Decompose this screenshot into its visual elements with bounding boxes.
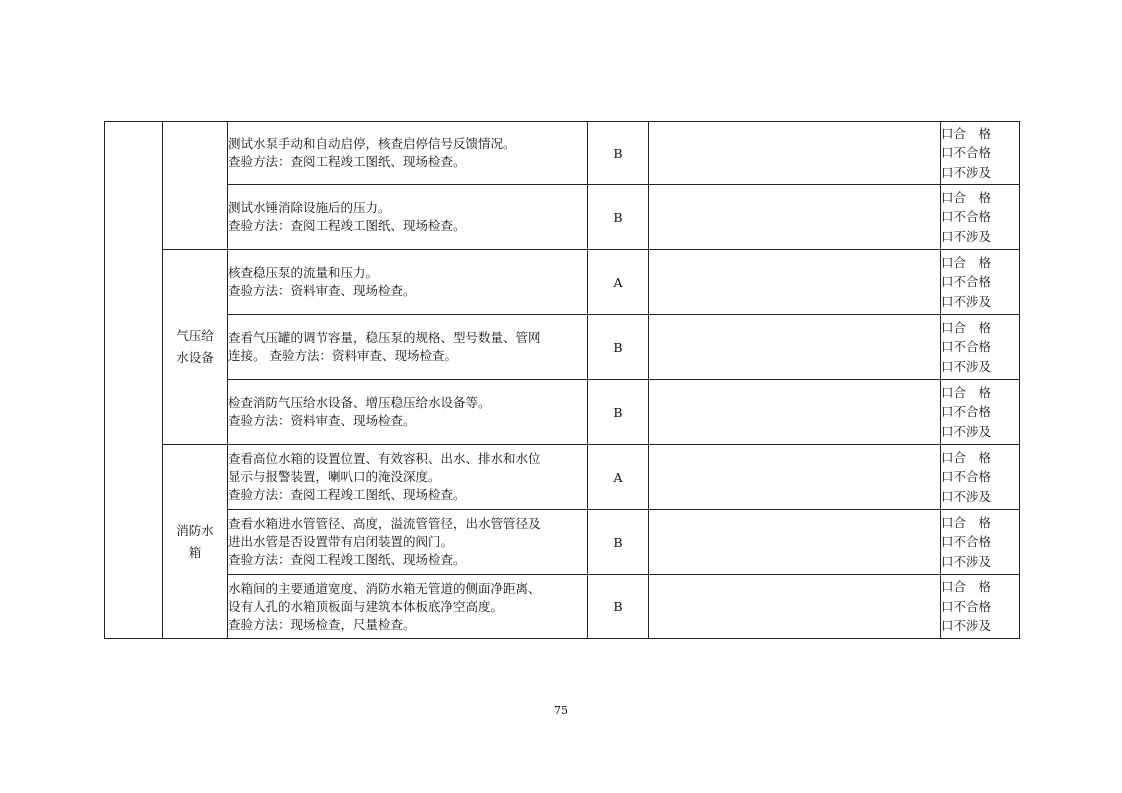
inspection-text-line: 检查消防气压给水设备、增压稳压给水设备等。 [228, 395, 491, 410]
importance-level: B [588, 122, 649, 185]
result-option[interactable]: 口不合格 [941, 209, 992, 225]
importance-level: B [588, 315, 649, 380]
result-option[interactable]: 口不合格 [941, 404, 992, 420]
result-cell [941, 445, 1020, 510]
inspection-text-line: 水箱间的主要通道宽度、消防水箱无管道的侧面净距离、 [228, 580, 541, 596]
result-option[interactable]: 口合 格 [941, 449, 992, 465]
findings-cell [649, 380, 941, 445]
category-cell [163, 250, 228, 445]
table-row [105, 510, 1020, 575]
findings-cell [649, 510, 941, 575]
inspection-item [228, 510, 588, 575]
inspection-table [104, 121, 1020, 639]
section-cell [105, 122, 163, 639]
result-cell [941, 185, 1020, 250]
importance-level: B [588, 510, 649, 575]
findings-cell [649, 445, 941, 510]
inspection-item [228, 445, 588, 510]
result-cell [941, 250, 1020, 315]
inspection-text-line: 进出水管是否设置带有启闭装置的阀门。 [228, 534, 454, 549]
inspection-table-body [105, 122, 1020, 639]
result-cell [941, 510, 1020, 575]
inspection-item [228, 380, 588, 445]
table-row [105, 575, 1020, 639]
inspection-text-line: 查验方法：查阅工程竣工图纸、现场检查。 [228, 487, 466, 502]
table-row [105, 315, 1020, 380]
inspection-text-line: 测试水锤消除设施后的压力。 [228, 200, 391, 215]
inspection-item [228, 122, 588, 185]
inspection-text-line: 连接。 查验方法：资料审查、现场检查。 [228, 348, 457, 363]
page-number: 75 [554, 704, 568, 717]
category-label: 消防水 [176, 522, 214, 538]
result-option[interactable]: 口不涉及 [941, 553, 992, 569]
inspection-item [228, 315, 588, 380]
inspection-item [228, 185, 588, 250]
result-option[interactable]: 口不涉及 [941, 228, 992, 244]
result-cell [941, 380, 1020, 445]
result-cell [941, 575, 1020, 639]
category-cell [163, 445, 228, 639]
findings-cell [649, 122, 941, 185]
inspection-text-line: 测试水泵手动和自动启停，核查启停信号反馈情况。 [228, 136, 516, 151]
inspection-item [228, 250, 588, 315]
result-option[interactable]: 口不涉及 [941, 164, 992, 180]
category-label: 水设备 [176, 350, 214, 365]
table-row [105, 250, 1020, 315]
result-cell [941, 122, 1020, 185]
findings-cell [649, 250, 941, 315]
result-option[interactable]: 口合 格 [941, 514, 992, 530]
inspection-text-line: 设有人孔的水箱顶板面与建筑本体板底净空高度。 [228, 598, 504, 614]
findings-cell [649, 575, 941, 639]
findings-cell [649, 315, 941, 380]
importance-level: B [588, 575, 649, 639]
result-option[interactable]: 口合 格 [941, 254, 992, 270]
result-option[interactable]: 口不涉及 [941, 358, 992, 374]
result-cell [941, 315, 1020, 380]
category-label: 箱 [188, 544, 202, 560]
result-option[interactable]: 口不合格 [941, 469, 992, 485]
inspection-text-line: 显示与报警装置，喇叭口的淹没深度。 [228, 469, 441, 484]
result-option[interactable]: 口不涉及 [941, 293, 992, 309]
table-row [105, 380, 1020, 445]
findings-cell [649, 185, 941, 250]
inspection-text-line: 查看气压罐的调节容量，稳压泵的规格、型号数量、管网 [228, 330, 541, 345]
result-option[interactable]: 口合 格 [941, 579, 992, 595]
table-row [105, 122, 1020, 185]
inspection-text-line: 查验方法：资料审查、现场检查。 [228, 283, 416, 298]
result-option[interactable]: 口不合格 [941, 274, 992, 290]
importance-level: A [588, 445, 649, 510]
result-option[interactable]: 口不合格 [941, 598, 992, 614]
result-option[interactable]: 口合 格 [941, 125, 992, 141]
inspection-text-line: 查验方法：查阅工程竣工图纸、现场检查。 [228, 552, 466, 567]
importance-level: B [588, 380, 649, 445]
result-option[interactable]: 口合 格 [941, 384, 992, 400]
importance-level: B [588, 185, 649, 250]
result-option[interactable]: 口不合格 [941, 534, 992, 550]
inspection-text-line: 查看水箱进水管管径、高度，溢流管管径，出水管管径及 [228, 516, 541, 531]
result-option[interactable]: 口不合格 [941, 145, 992, 161]
inspection-item [228, 575, 588, 639]
inspection-text-line: 查验方法：查阅工程竣工图纸、现场检查。 [228, 154, 466, 169]
result-option[interactable]: 口不涉及 [941, 618, 992, 634]
inspection-text-line: 核查稳压泵的流量和压力。 [228, 265, 379, 280]
result-option[interactable]: 口合 格 [941, 319, 992, 335]
inspection-text-line: 查验方法：查阅工程竣工图纸、现场检查。 [228, 218, 466, 233]
category-cell [163, 122, 228, 250]
result-option[interactable]: 口不涉及 [941, 423, 992, 439]
importance-level: A [588, 250, 649, 315]
inspection-text-line: 查看高位水箱的设置位置、有效容积、出水、排水和水位 [228, 451, 541, 466]
inspection-text-line: 查验方法：现场检查，尺量检查。 [228, 616, 416, 632]
table-row [105, 445, 1020, 510]
table-row [105, 185, 1020, 250]
result-option[interactable]: 口不涉及 [941, 488, 992, 504]
result-option[interactable]: 口不合格 [941, 339, 992, 355]
result-option[interactable]: 口合 格 [941, 189, 992, 205]
category-label: 气压给 [176, 328, 214, 343]
inspection-text-line: 查验方法：资料审查、现场检查。 [228, 413, 416, 428]
